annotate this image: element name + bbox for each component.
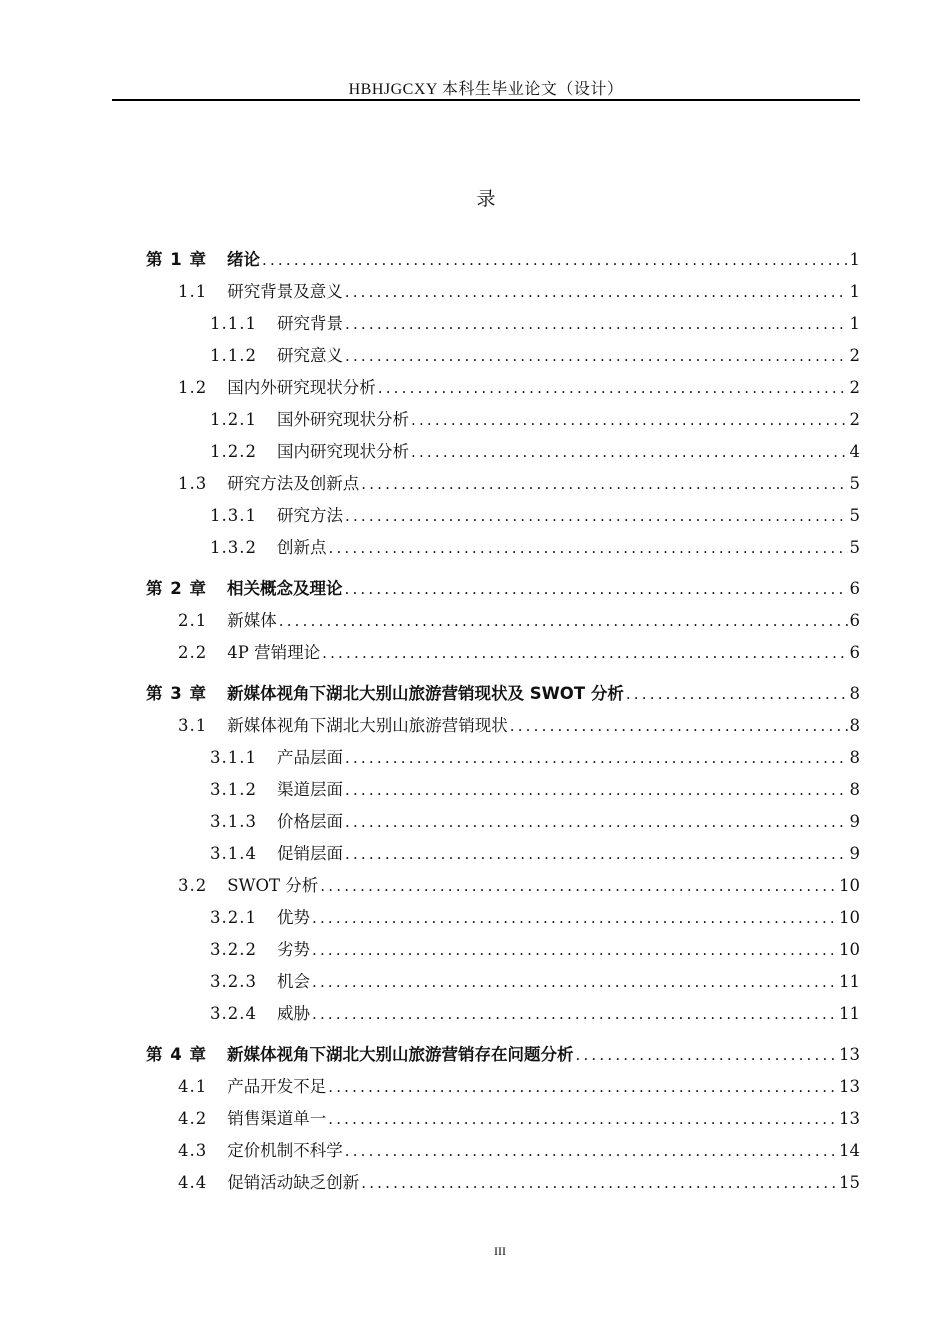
toc-entry-number: 4.4 [178,1173,208,1192]
toc-leader-dots [345,778,848,802]
toc-entry-page: 8 [849,748,860,767]
toc-entry-page: 13 [839,1045,860,1064]
toc-entry-number: 第 1 章 [146,250,207,269]
toc-entry-title: 研究背景及意义 [227,282,343,301]
toc-entry-page: 6 [849,579,860,598]
toc-entry-page: 10 [839,940,860,959]
toc-entry-title: 新媒体视角下湖北大别山旅游营销现状 [227,716,508,735]
toc-leader-dots [328,536,847,560]
toc-leader-dots [262,248,848,272]
toc-entry-title: 相关概念及理论 [226,579,343,598]
toc-section[interactable] [178,609,860,633]
toc-entry-page: 8 [849,684,860,703]
toc-entry-title: 促销活动缺乏创新 [227,1173,360,1192]
toc-entry-number: 4.1 [178,1077,208,1096]
toc-subsection[interactable] [210,504,860,528]
toc-entry-page: 9 [849,844,860,863]
toc-leader-dots [345,344,848,368]
toc-leader-dots [510,714,848,738]
toc-entry-title: 产品开发不足 [227,1077,327,1096]
toc-subsection[interactable] [210,746,860,770]
toc-leader-dots [575,1043,837,1067]
toc-entry-page: 6 [849,611,860,630]
toc-section[interactable] [178,472,860,496]
toc-entry-number: 第 4 章 [146,1045,207,1064]
toc-entry-number: 3.1.1 [210,748,257,767]
toc-entry-title: 创新点 [276,538,327,557]
toc-subsection[interactable] [210,938,860,962]
toc-entry-title: 4P 营销理论 [227,643,321,662]
toc-subsection[interactable] [210,778,860,802]
toc-entry-number: 2.2 [178,643,208,662]
toc-section[interactable] [178,874,860,898]
toc-entry-number: 1.3.2 [210,538,257,557]
toc-leader-dots [312,938,837,962]
toc-section[interactable] [178,1107,860,1131]
toc-entry-title: 研究意义 [276,346,343,365]
toc-leader-dots [345,504,848,528]
toc-subsection[interactable] [210,312,860,336]
toc-subsection[interactable] [210,810,860,834]
toc-entry-title: 新媒体视角下湖北大别山旅游营销现状及 SWOT 分析 [226,684,624,703]
toc-entry-page: 13 [839,1077,860,1096]
toc-entry-page: 8 [849,716,860,735]
toc-entry-page: 2 [849,378,860,397]
toc-title: 录 [476,188,496,210]
toc-entry-title: 促销层面 [276,844,343,863]
toc-entry-title: 机会 [276,972,310,991]
toc-entry-title: 定价机制不科学 [227,1141,343,1160]
toc-leader-dots [328,1075,837,1099]
toc-subsection[interactable] [210,344,860,368]
toc-subsection[interactable] [210,536,860,560]
toc-entry-title: 绪论 [226,250,260,269]
toc-entry-number: 1.2.1 [210,410,257,429]
toc-entry-page: 15 [839,1173,860,1192]
toc-section[interactable] [178,376,860,400]
toc-entry-number: 4.3 [178,1141,208,1160]
toc-entry-title: 渠道层面 [276,780,343,799]
toc-chapter[interactable] [146,1043,860,1067]
toc-leader-dots [328,1107,837,1131]
toc-entry-title: 新媒体视角下湖北大别山旅游营销存在问题分析 [226,1045,574,1064]
toc-entry-title: 优势 [276,908,310,927]
toc-entry-title: SWOT 分析 [227,876,319,895]
toc-entry-page: 5 [849,506,860,525]
toc-entry-number: 1.1 [178,282,208,301]
toc-entry-page: 9 [849,812,860,831]
page-number: III [494,1244,506,1258]
toc-leader-dots [345,1139,837,1163]
toc-entry-title: 劣势 [276,940,310,959]
toc-entry-title: 研究方法及创新点 [227,474,360,493]
toc-entry-number: 1.1.1 [210,314,257,333]
toc-leader-dots [320,874,837,898]
toc-leader-dots [411,408,848,432]
toc-subsection[interactable] [210,970,860,994]
toc-leader-dots [322,641,847,665]
toc-entry-title: 研究方法 [276,506,343,525]
toc-entry-title: 威胁 [276,1004,310,1023]
toc-entry-page: 1 [849,314,860,333]
toc-subsection[interactable] [210,440,860,464]
toc-chapter[interactable] [146,248,860,272]
toc-entry-page: 5 [849,538,860,557]
toc-leader-dots [378,376,848,400]
toc-entry-title: 国内研究现状分析 [276,442,409,461]
toc-entry-number: 3.2.1 [210,908,257,927]
toc-leader-dots [345,746,848,770]
toc-leader-dots [361,1171,837,1195]
toc-entry-page: 1 [849,250,860,269]
toc-subsection[interactable] [210,408,860,432]
toc-entry-page: 11 [839,1004,860,1023]
toc-entry-page: 2 [849,346,860,365]
toc-entry-number: 3.2.2 [210,940,257,959]
toc-entry-number: 第 3 章 [146,684,207,703]
toc-entry-title: 价格层面 [276,812,343,831]
toc-leader-dots [312,906,837,930]
toc-subsection[interactable] [210,842,860,866]
toc-section[interactable] [178,714,860,738]
toc-entry-number: 3.1.3 [210,812,257,831]
toc-leader-dots [312,1002,837,1026]
toc-entry-title: 销售渠道单一 [227,1109,327,1128]
toc-entry-number: 1.2.2 [210,442,257,461]
toc-entry-number: 2.1 [178,611,208,630]
toc-entry-title: 研究背景 [276,314,343,333]
toc-entry-number: 3.1 [178,716,208,735]
toc-entry-number: 第 2 章 [146,579,207,598]
toc-entry-page: 6 [849,643,860,662]
toc-entry-number: 1.1.2 [210,346,257,365]
toc-leader-dots [345,312,848,336]
toc-entry-page: 11 [839,972,860,991]
toc-entry-number: 1.3 [178,474,208,493]
toc-leader-dots [279,609,848,633]
toc-entry-page: 1 [849,282,860,301]
toc-entry-number: 1.3.1 [210,506,257,525]
toc-entry-page: 8 [849,780,860,799]
toc-leader-dots [345,280,848,304]
toc-chapter[interactable] [146,682,860,706]
toc-chapter[interactable] [146,577,860,601]
toc-entry-number: 3.1.2 [210,780,257,799]
toc-entry-page: 13 [839,1109,860,1128]
toc-entry-number: 3.1.4 [210,844,257,863]
toc-subsection[interactable] [210,906,860,930]
toc-leader-dots [344,577,847,601]
toc-leader-dots [361,472,847,496]
toc-entry-number: 3.2.4 [210,1004,257,1023]
running-header: HBHJGCXY 本科生毕业论文（设计） [348,81,624,98]
toc-leader-dots [345,810,848,834]
toc-section[interactable] [178,1171,860,1195]
toc-leader-dots [411,440,848,464]
toc-entry-page: 5 [849,474,860,493]
toc-section[interactable] [178,1075,860,1099]
toc-section[interactable] [178,1139,860,1163]
toc-entry-number: 3.2.3 [210,972,257,991]
toc-entry-page: 2 [849,410,860,429]
toc-leader-dots [626,682,848,706]
toc-leader-dots [312,970,837,994]
toc-entry-title: 新媒体 [227,611,277,630]
toc-section[interactable] [178,641,860,665]
toc-subsection[interactable] [210,1002,860,1026]
toc-entry-page: 14 [839,1141,860,1160]
toc-entry-title: 产品层面 [276,748,343,767]
toc-section[interactable] [178,280,860,304]
toc-entry-page: 4 [849,442,860,461]
toc-entry-number: 4.2 [178,1109,208,1128]
toc-entry-title: 国内外研究现状分析 [227,378,376,397]
toc-entry-page: 10 [839,908,860,927]
toc-entry-title: 国外研究现状分析 [276,410,409,429]
toc-entry-page: 10 [839,876,860,895]
toc-entry-number: 3.2 [178,876,208,895]
toc-leader-dots [345,842,848,866]
toc-entry-number: 1.2 [178,378,208,397]
